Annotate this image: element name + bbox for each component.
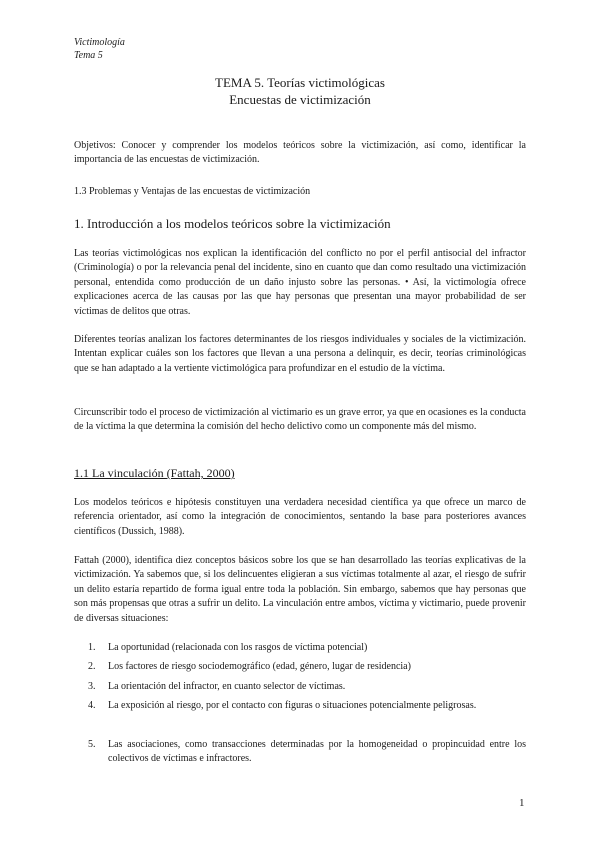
list-item-number: 4. <box>88 700 96 712</box>
page-number: 1 <box>519 797 525 809</box>
heading-introduction: 1. Introducción a los modelos teóricos sobre la victimización <box>74 216 391 231</box>
paragraph-intro-1: Las teorías victimológicas nos explican la identificación del conflicto no por el perfil antisocial del infractor (Criminología) o por la relevancia penal del incidente, sino en cuanto que dan como resultado una victimización personal, entendida como producción de un daño injusto sobre las personas. • Así, la victimología ofrece explicaciones acerca de las causas por las que hay personas que presentan una mayor probabilidad de ser víctimas de delitos que otras. <box>74 248 526 317</box>
list-item-text: La oportunidad (relacionada con los rasgos de víctima potencial) <box>108 642 368 653</box>
list-item-text: La orientación del infractor, en cuanto selector de víctimas. <box>108 680 346 692</box>
list-item <box>74 680 526 694</box>
objectives-paragraph: Objetivos: Conocer y comprender los modelos teóricos sobre la victimización, así como, identificar la importancia de las encuestas de victimización. <box>74 140 526 166</box>
header-subject: Victimología <box>74 37 125 48</box>
paragraph-vinculacion-1: Los modelos teóricos e hipótesis constituyen una verdadera necesidad científica ya que ofrece un marco de referencia orientador, así como la integración de conocimientos, sentando la base para posteriores avances científicos (Dussich, 1988). <box>74 497 526 537</box>
list-item <box>74 699 526 713</box>
title-line-1: TEMA 5. Teorías victimológicas <box>215 75 385 90</box>
title-line-2: Encuestas de victimización <box>229 92 371 107</box>
list-item-number: 1. <box>88 642 96 653</box>
situations-list <box>74 641 526 719</box>
list-item-number: 5. <box>88 739 96 750</box>
list-item <box>74 641 526 655</box>
list-item-text: Las asociaciones, como transacciones determinadas por la homogeneidad o propincuidad entre los colectivos de víctimas e infractores. <box>108 739 526 765</box>
list-item-text: La exposición al riesgo, por el contacto con figuras o situaciones potencialmente peligrosas. <box>108 700 477 712</box>
heading-vinculacion: 1.1 La vinculación (Fattah, 2000) <box>74 466 235 480</box>
section-1-3-line: 1.3 Problemas y Ventajas de las encuestas de victimización <box>74 186 311 197</box>
paragraph-intro-2: Diferentes teorías analizan los factores determinantes de los riesgos individuales y sociales de la victimización. Intentan explicar cuáles son los factores que llevan a una persona a delinquir, es decir, teorías criminológicas que se han adaptado a la vertiente victimológica para profundizar en el estudio de la víctima. <box>74 334 526 374</box>
paragraph-intro-3: Circunscribir todo el proceso de victimización al victimario es un grave error, ya que en ocasiones es la conducta de la víctima la que determina la comisión del hecho delictivo como un componente más del mismo. <box>74 407 526 433</box>
header-topic: Tema 5 <box>74 50 103 61</box>
list-item-text: Los factores de riesgo sociodemográfico (edad, género, lugar de residencia) <box>108 661 411 673</box>
list-item <box>74 660 526 674</box>
running-header <box>74 36 125 62</box>
list-item-number: 2. <box>88 661 96 673</box>
paragraph-vinculacion-2: Fattah (2000), identifica diez conceptos básicos sobre los que se han desarrollado las teorías explicativas de la victimización. Ya sabemos que, si los delincuentes eligieran a sus víctimas totalmente al azar, el riesgo de sufrir un delito estaría repartido de forma igual entre toda la población. Sin embargo, sabemos que hay personas que son más propensas que otras a sufrir un delito. La vinculación entre ambos, víctima y victimario, puede provenir de diversas situaciones: <box>74 555 526 624</box>
list-item-5 <box>74 738 526 767</box>
document-title <box>0 74 600 108</box>
list-item-number: 3. <box>88 680 96 692</box>
